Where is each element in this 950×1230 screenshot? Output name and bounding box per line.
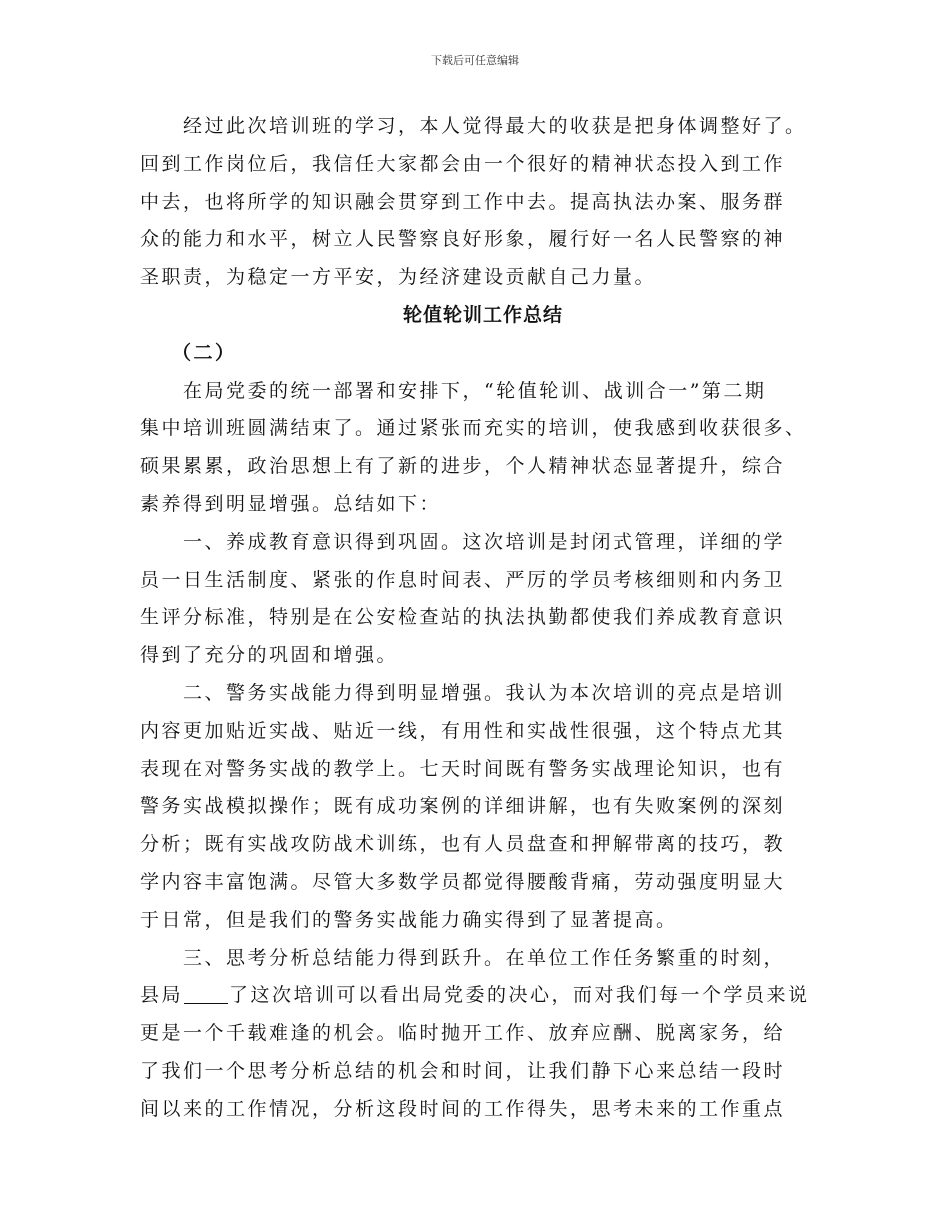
paragraph-line: 经过此次培训班的学习，本人觉得最大的收获是把身体调整好了。 (183, 115, 807, 137)
fill-in-blank (184, 983, 228, 1004)
document-title: 轮值轮训工作总结 (402, 303, 563, 326)
paragraph-line: 中去，也将所学的知识融会贯穿到工作中去。提高执法办案、服务群 (140, 190, 786, 213)
paragraph-line: 分析；既有实战攻防战术训练，也有人员盘查和押解带离的技巧，教 (140, 833, 786, 856)
paragraph-line: 回到工作岗位后，我信任大家都会由一个很好的精神状态投入到工作 (140, 152, 786, 175)
paragraph-line: 间以来的工作情况，分析这段时间的工作得失，思考未来的工作重点 (140, 1097, 786, 1120)
paragraph-line: 员一日生活制度、紧张的作息时间表、严厉的学员考核细则和内务卫 (140, 568, 786, 591)
section-number: （二） (172, 341, 237, 364)
paragraph-line: 在局党委的统一部署和安排下，“轮值轮训、战训合一”第二期 (183, 379, 767, 402)
document-body (140, 108, 826, 1129)
page-header: 下载后可任意编辑 (431, 54, 519, 67)
paragraph-line: 于日常，但是我们的警务实战能力确实得到了显著提高。 (140, 908, 678, 931)
paragraph-line: 硕果累累，政治思想上有了新的进步，个人精神状态显著提升，综合 (140, 455, 786, 478)
line-text-after-blank: 了这次培训可以看出局党委的决心，而对我们每一个学员来说 (229, 984, 810, 1007)
paragraph-line: 学内容丰富饱满。尽管大多数学员都觉得腰酸背痛，劳动强度明显大 (140, 870, 786, 893)
paragraph-line: 三、思考分析总结能力得到跃升。在单位工作任务繁重的时刻， (183, 946, 786, 969)
paragraph-line: 圣职责，为稳定一方平安，为经济建设贡献自己力量。 (140, 266, 657, 289)
paragraph-line: 生评分标准，特别是在公安检查站的执法执勤都使我们养成教育意识 (140, 606, 786, 629)
paragraph-line: 了我们一个思考分析总结的机会和时间，让我们静下心来总结一段时 (140, 1059, 786, 1082)
paragraph-line: 得到了充分的巩固和增强。 (140, 644, 399, 667)
paragraph-line-with-blank (140, 977, 826, 1015)
paragraph-line: 众的能力和水平，树立人民警察良好形象，履行好一名人民警察的神 (140, 228, 786, 251)
line-text-before-blank: 县局 (140, 984, 184, 1007)
paragraph-line: 表现在对警务实战的教学上。七天时间既有警务实战理论知识，也有 (140, 757, 786, 780)
paragraph-line: 一、养成教育意识得到巩固。这次培训是封闭式管理，详细的学 (183, 530, 786, 553)
paragraph-line: 二、警务实战能力得到明显增强。我认为本次培训的亮点是培训 (183, 681, 786, 704)
paragraph-line: 素养得到明显增强。总结如下： (140, 492, 442, 515)
paragraph-line: 更是一个千载难逢的机会。临时抛开工作、放弃应酬、脱离家务，给 (140, 1022, 786, 1045)
paragraph-line: 警务实战模拟操作；既有成功案例的详细讲解，也有失败案例的深刻 (140, 795, 786, 818)
paragraph-line: 内容更加贴近实战、贴近一线，有用性和实战性很强，这个特点尤其 (140, 719, 786, 742)
paragraph-line: 集中培训班圆满结束了。通过紧张而充实的培训，使我感到收获很多、 (140, 417, 807, 440)
